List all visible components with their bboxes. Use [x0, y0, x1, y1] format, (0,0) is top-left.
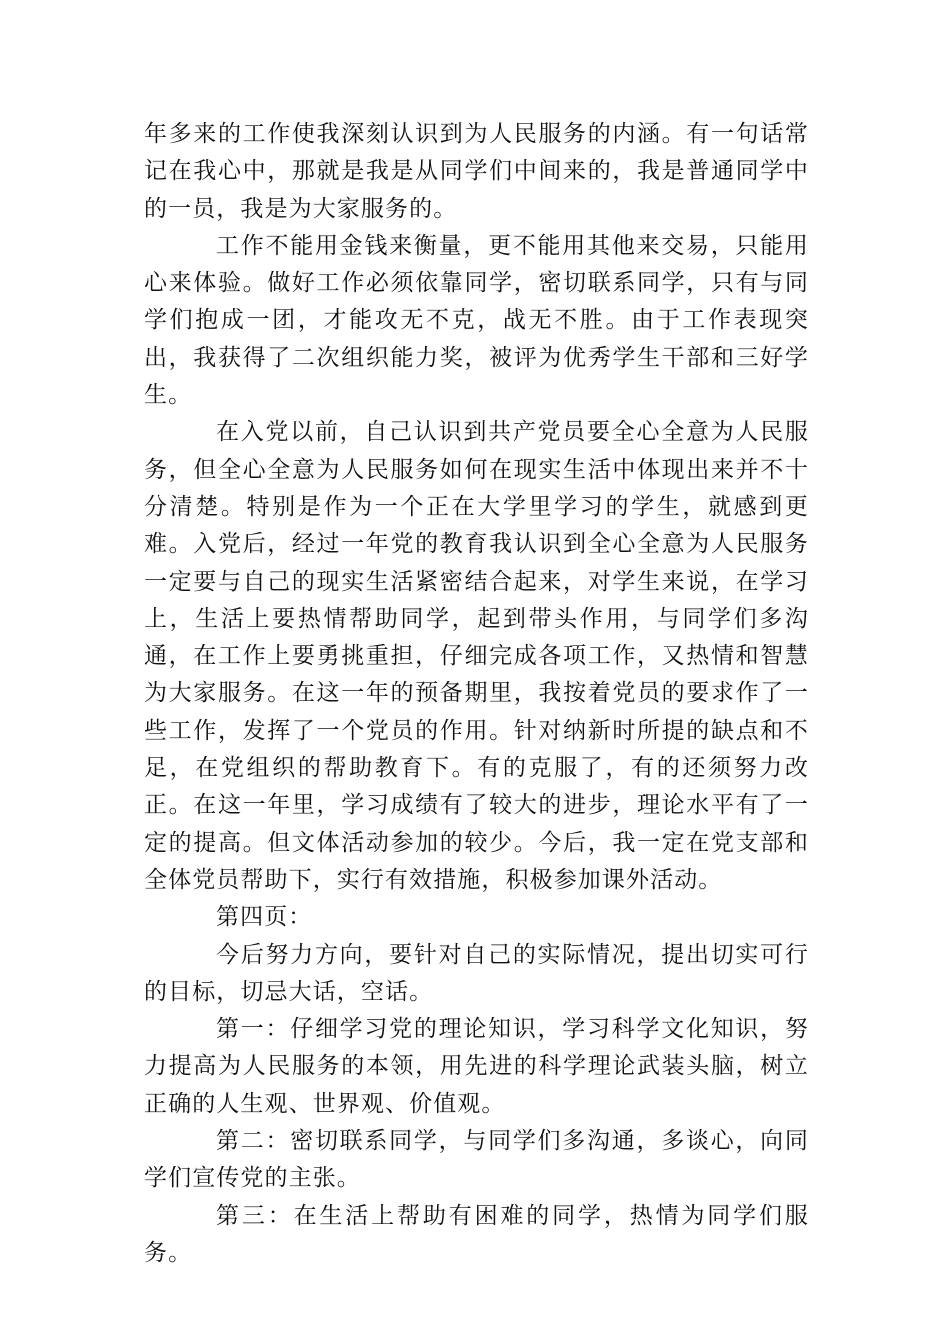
goal-item-3: 第三：在生活上帮助有困难的同学，热情为同学们服务。 — [144, 1202, 809, 1266]
paragraph-2: 工作不能用金钱来衡量，更不能用其他来交易，只能用心来体验。做好工作必须依靠同学，密切联系同学，只有与同学们抱成一团，才能攻无不克，战无不胜。由于工作表现突出，我获得了二次组织能力奖，被评为优秀学生干部和三好学生。 — [144, 232, 809, 409]
goal-item-2: 第二：密切联系同学，与同学们多沟通，多谈心，向同学们宣传党的主张。 — [144, 1128, 809, 1192]
paragraph-1: 年多来的工作使我深刻认识到为人民服务的内涵。有一句话常记在我心中，那就是我是从同学们中间来的，我是普通同学中的一员，我是为大家服务的。 — [144, 121, 809, 222]
section-heading-page-four: 第四页： — [216, 904, 313, 931]
goal-item-1: 第一：仔细学习党的理论知识，学习科学文化知识，努力提高为人民服务的本领，用先进的科学理论武装头脑，树立正确的人生观、世界观、价值观。 — [144, 1016, 809, 1117]
paragraph-3: 在入党以前，自己认识到共产党员要全心全意为人民服务，但全心全意为人民服务如何在现实生活中体现出来并不十分清楚。特别是作为一个正在大学里学习的学生，就感到更难。入党后，经过一年党的教育我认识到全心全意为人民服务一定要与自己的现实生活紧密结合起来，对学生来说，在学习上，生活上要热情帮助同学，起到带头作用，与同学们多沟通，在工作上要勇挑重担，仔细完成各项工作，又热情和智慧为大家服务。在这一年的预备期里，我按着党员的要求作了一些工作，发挥了一个党员的作用。针对纳新时所提的缺点和不足，在党组织的帮助教育下。有的克服了，有的还须努力改正。在这一年里，学习成绩有了较大的进步，理论水平有了一定的提高。但文体活动参加的较少。今后，我一定在党支部和全体党员帮助下，实行有效措施，积极参加课外活动。 — [144, 419, 809, 893]
paragraph-4: 今后努力方向，要针对自己的实际情况，提出切实可行的目标，切忌大话，空话。 — [144, 941, 809, 1005]
document-body — [144, 116, 809, 1272]
